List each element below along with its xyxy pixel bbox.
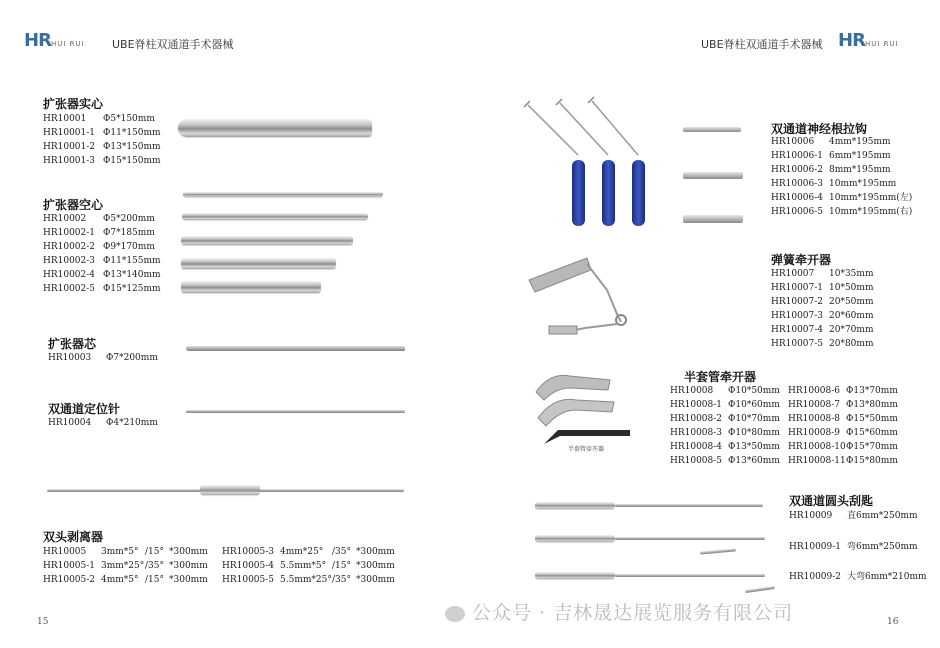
spec-row: HR10006-3 10mm*195mm bbox=[771, 179, 897, 189]
spec-row: HR10007 10*35mm bbox=[771, 269, 874, 279]
spec-row: HR10005 3mm*5° /15° *300mm bbox=[43, 547, 208, 557]
spec-row: HR10009-2 大弯6mm*210mm bbox=[789, 572, 927, 582]
spec-table-dilator-core bbox=[48, 351, 158, 365]
footer-watermark bbox=[445, 598, 793, 625]
hook-tip-image bbox=[683, 172, 743, 179]
section-title-spring-retractor: 弹簧牵开器 bbox=[771, 253, 832, 267]
spec-row: HR10002-4 Φ13*140mm bbox=[43, 270, 161, 280]
spec-row: HR10008 Φ10*50mm bbox=[670, 386, 780, 396]
wechat-icon bbox=[445, 606, 465, 622]
spec-table-positioning-needle bbox=[48, 416, 158, 430]
header-title-left: UBE脊柱双通道手术器械 bbox=[112, 38, 234, 51]
spec-row: HR10009 直6mm*250mm bbox=[789, 511, 918, 521]
spec-row: HR10001-1 Φ11*150mm bbox=[43, 128, 161, 138]
spec-row: HR10002-5 Φ15*125mm bbox=[43, 284, 161, 294]
spec-row: HR10008-2 Φ10*70mm bbox=[670, 414, 780, 424]
spec-row: HR10002-2 Φ9*170mm bbox=[43, 242, 155, 252]
spec-table-double-elevator-right bbox=[222, 545, 395, 587]
spec-row: HR10006-1 6mm*195mm bbox=[771, 151, 891, 161]
spec-row: HR10006-2 8mm*195mm bbox=[771, 165, 891, 175]
spec-table-dilator-hollow bbox=[43, 212, 161, 296]
section-title-nerve-retractor: 双通道神经根拉钩 bbox=[771, 122, 868, 136]
spec-table-nerve-retractor bbox=[771, 135, 912, 219]
spec-row: HR10005-4 5.5mm*5° /15° *300mm bbox=[222, 561, 395, 571]
section-title-dilator-core: 扩张器芯 bbox=[48, 337, 97, 351]
spec-row: HR10006 4mm*195mm bbox=[771, 137, 891, 147]
spec-row: HR10008-5 Φ13*60mm bbox=[670, 456, 780, 466]
half-sleeve-image-label: 半套管牵开器 bbox=[568, 446, 605, 453]
spec-row: HR10007-5 20*80mm bbox=[771, 339, 874, 349]
section-title-double-elevator: 双头剥离器 bbox=[43, 530, 104, 544]
spec-row: HR10008-11Φ15*80mm bbox=[788, 456, 898, 466]
spec-row: HR10002-3 Φ11*155mm bbox=[43, 256, 161, 266]
hook-tip-image bbox=[683, 127, 741, 132]
brand-logo-right: HRHUI RUI bbox=[838, 30, 899, 51]
spec-row: HR10003 Φ7*200mm bbox=[48, 353, 158, 363]
section-title-round-curette: 双通道圆头刮匙 bbox=[789, 494, 874, 508]
spec-row: HR10004 Φ4*210mm bbox=[48, 418, 158, 428]
spec-row: HR10008-3 Φ10*80mm bbox=[670, 428, 780, 438]
spec-row: HR10005-3 4mm*25° /35° *300mm bbox=[222, 547, 395, 557]
spec-table-half-sleeve-left bbox=[670, 384, 780, 468]
spec-row: HR10009-1 弯6mm*250mm bbox=[789, 542, 918, 552]
header-title-right: UBE脊柱双通道手术器械 bbox=[701, 38, 823, 51]
solid-dilator-image bbox=[178, 119, 372, 137]
spec-row: HR10008-6 Φ13*70mm bbox=[788, 386, 898, 396]
retractor-handle bbox=[602, 160, 615, 226]
spec-row: HR10001-3 Φ15*150mm bbox=[43, 156, 161, 166]
watermark-text: 公众号 · 吉林晟达展览服务有限公司 bbox=[472, 602, 794, 624]
spec-row: HR10007-3 20*60mm bbox=[771, 311, 874, 321]
spec-table-double-elevator-left bbox=[43, 545, 208, 587]
spec-row: HR10005-5 5.5mm*25°/35° *300mm bbox=[222, 575, 395, 585]
spec-row: HR10001-2 Φ13*150mm bbox=[43, 142, 161, 152]
spec-row: HR10008-7 Φ13*80mm bbox=[788, 400, 898, 410]
spec-table-dilator-solid bbox=[43, 112, 161, 168]
spec-row: HR10007-4 20*70mm bbox=[771, 325, 874, 335]
spec-row: HR10001 Φ5*150mm bbox=[43, 114, 155, 124]
spec-row: HR10007-2 20*50mm bbox=[771, 297, 874, 307]
brand-logo-left: HRHUI RUI bbox=[24, 30, 85, 51]
section-title-half-sleeve: 半套管牵开器 bbox=[684, 370, 757, 384]
spec-table-spring-retractor bbox=[771, 267, 873, 351]
section-title-dilator-solid: 扩张器实心 bbox=[43, 97, 104, 111]
spec-row: HR10008-10Φ15*70mm bbox=[788, 442, 898, 452]
spec-row: HR10006-4 10mm*195mm(左) bbox=[771, 193, 913, 203]
spec-row: HR10002-1 Φ7*185mm bbox=[43, 228, 155, 238]
positioning-needle-image bbox=[186, 410, 405, 413]
half-sleeve-retractor-image bbox=[530, 366, 640, 456]
retractor-handle bbox=[632, 160, 645, 226]
spec-row: HR10002 Φ5*200mm bbox=[43, 214, 155, 224]
spec-row: HR10008-9 Φ15*60mm bbox=[788, 428, 898, 438]
spec-row: HR10007-1 10*50mm bbox=[771, 283, 874, 293]
retractor-handle bbox=[572, 160, 585, 226]
spec-row: HR10005-1 3mm*25°/35° *300mm bbox=[43, 561, 208, 571]
hook-tip-image bbox=[683, 215, 743, 223]
spring-retractor-image bbox=[525, 252, 635, 342]
page-number-right: 16 bbox=[887, 617, 899, 627]
page-number-left: 15 bbox=[37, 617, 49, 627]
spec-row: HR10008-1 Φ10*60mm bbox=[670, 400, 780, 410]
section-title-dilator-hollow: 扩张器空心 bbox=[43, 198, 104, 212]
spec-row: HR10008-8 Φ15*50mm bbox=[788, 414, 898, 424]
spec-row: HR10008-4 Φ13*50mm bbox=[670, 442, 780, 452]
spec-row: HR10006-5 10mm*195mm(右) bbox=[771, 207, 913, 217]
section-title-positioning-needle: 双通道定位针 bbox=[48, 402, 121, 416]
spec-table-half-sleeve-right bbox=[788, 384, 898, 468]
dilator-core-image bbox=[186, 346, 405, 351]
spec-row: HR10005-2 4mm*5° /15° *300mm bbox=[43, 575, 208, 585]
